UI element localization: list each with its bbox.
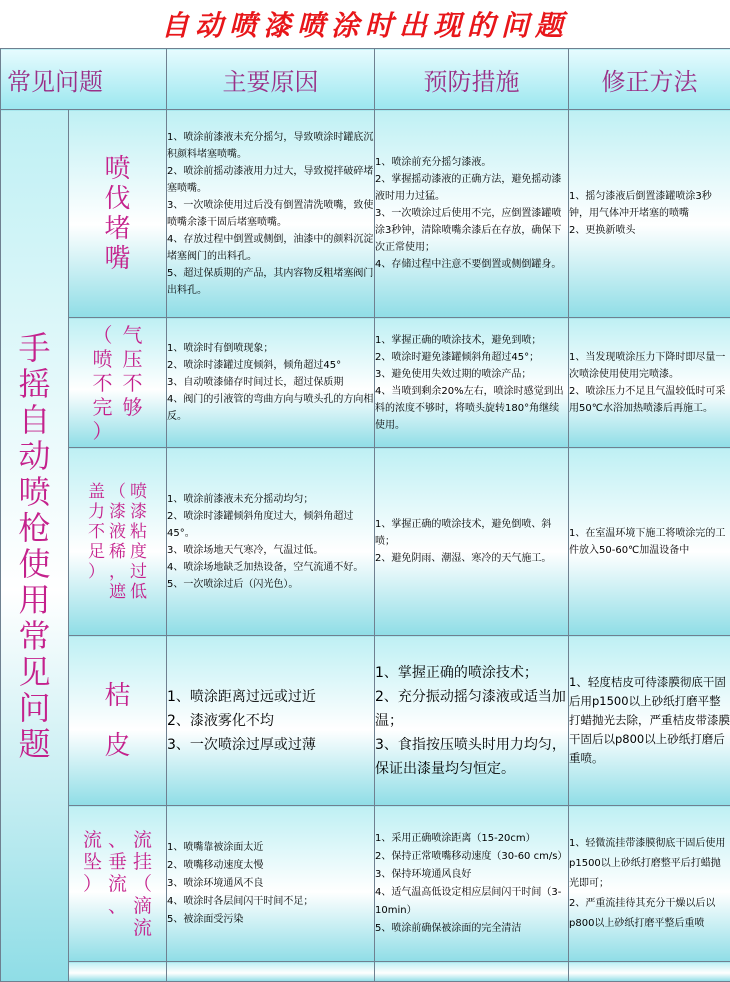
prevention-item: 3、避免使用失效过期的喷涂产品； xyxy=(375,366,568,383)
prevention-cell xyxy=(375,110,569,318)
header-common-problems: 常见问题 xyxy=(1,49,167,110)
problem-char: 流 xyxy=(133,829,152,851)
problem-char: 使 xyxy=(18,546,50,582)
cause-item: 5、超过保质期的产品，其内容物反粗堵塞阀门出料孔。 xyxy=(167,265,374,299)
problem-char: 不 xyxy=(123,371,143,395)
problem-char: 用 xyxy=(18,582,50,618)
cause-item: 1、喷涂前漆液未充分摇动均匀； xyxy=(167,491,374,508)
problem-label xyxy=(69,154,166,274)
cause-item: 3、自动喷漆储存时间过长，超过保质期 xyxy=(167,374,374,391)
prevention-cell xyxy=(375,318,569,448)
problem-char: 见 xyxy=(18,654,50,690)
prevention-cell xyxy=(375,448,569,636)
cause-item: 2、喷涂时漆罐过度倾斜，倾角超过45° xyxy=(167,357,374,374)
prevention-item: 3、食指按压喷头时用力均匀，保证出漆量均匀恒定。 xyxy=(375,733,568,781)
cause-item: 4、喷涂场地缺乏加热设备，空气流通不好。 xyxy=(167,559,374,576)
cause-item: 4、阀门的引液管的弯曲方向与喷头孔的方向相反。 xyxy=(167,391,374,425)
problem-char: 漆 xyxy=(130,502,147,522)
cause-item: 3、喷涂场地天气寒冷，气温过低。 xyxy=(167,542,374,559)
fix-cell xyxy=(569,110,730,318)
problem-label-column xyxy=(130,482,147,602)
cause-item: 4、存放过程中倒置或侧倒，油漆中的颜料沉淀堵塞阀门的出料孔。 xyxy=(167,231,374,265)
header-fix-method: 修正方法 xyxy=(569,49,730,110)
prevention-item: 1、掌握正确的喷涂技术，避免到喷； xyxy=(375,332,568,349)
fix-item: 2、严重流挂待其充分干燥以后以p800以上砂纸打磨平整后重喷 xyxy=(569,894,730,934)
problem-label-column xyxy=(88,482,105,602)
problem-label xyxy=(69,482,166,602)
cause-item: 1、喷涂前漆液未充分摇匀，导致喷涂时罐底沉积颜料堵塞喷嘴。 xyxy=(167,129,374,163)
causes-cell xyxy=(167,318,375,448)
prevention-item: 1、掌握正确的喷涂技术，避免倒喷、斜喷； xyxy=(375,516,568,550)
fix-item: 1、当发现喷涂压力下降时即尽量一次喷涂使用使用完喷漆。 xyxy=(569,349,730,383)
problem-label-column xyxy=(109,482,126,602)
header-prevention: 预防措施 xyxy=(375,49,569,110)
problem-char: 垂 xyxy=(108,851,127,873)
group-label xyxy=(1,110,69,982)
problem-char: 题 xyxy=(18,726,50,762)
problem-char: （ xyxy=(93,323,113,347)
fix-item: 2、更换新喷头 xyxy=(569,222,730,239)
problem-orange-peel xyxy=(69,636,167,806)
problem-char: 伐 xyxy=(104,184,130,214)
problem-label-column xyxy=(133,829,152,939)
problem-char: 粘 xyxy=(130,522,147,542)
problem-char: 堵 xyxy=(104,214,130,244)
fix-item: 1、轻度桔皮可待漆膜彻底干固后用p1500以上砂纸打磨平整打蜡抛光去除，严重桔皮带漆膜干固后以p800以上砂纸打磨后重喷。 xyxy=(569,673,730,768)
problem-char: 坠 xyxy=(83,851,102,873)
prevention-cell xyxy=(375,806,569,962)
table-row xyxy=(1,318,730,448)
empty-cell xyxy=(167,962,375,982)
prevention-item: 2、掌握摇动漆液的正确方法，避免摇动漆液时用力过猛。 xyxy=(375,171,568,205)
problem-char: 不 xyxy=(93,371,113,395)
problem-nozzle-clog xyxy=(69,110,167,318)
prevention-item: 2、避免阴雨、潮湿、寒冷的天气施工。 xyxy=(375,550,568,567)
problem-label xyxy=(69,323,166,443)
table-header-row xyxy=(1,49,730,110)
cause-item: 1、喷嘴靠被涂面太近 xyxy=(167,839,374,857)
causes-cell xyxy=(167,110,375,318)
problem-char: 气 xyxy=(123,323,143,347)
empty-cell xyxy=(375,962,569,982)
problem-char: （ xyxy=(133,873,152,895)
cause-item: 3、一次喷涂使用过后没有倒置清洗喷嘴，致使喷嘴余漆干固后堵塞喷嘴。 xyxy=(167,197,374,231)
fix-item: 1、轻微流挂带漆膜彻底干固后使用p1500以上砂纸打磨整平后打蜡抛光即可； xyxy=(569,834,730,894)
fix-item: 1、摇匀漆液后倒置漆罐喷涂3秒钟，用气体冲开堵塞的喷嘴 xyxy=(569,188,730,222)
problem-char: 动 xyxy=(18,438,50,474)
problem-label-column xyxy=(108,829,127,939)
fix-cell xyxy=(569,318,730,448)
problem-char: 压 xyxy=(123,347,143,371)
problem-char: 喷 xyxy=(18,474,50,510)
cause-item: 2、喷嘴移动速度太慢 xyxy=(167,857,374,875)
problem-char: 稀 xyxy=(109,542,126,562)
fix-item: 1、在室温环境下施工将喷涂完的工件放入50-60℃加温设备中 xyxy=(569,525,730,559)
problem-label xyxy=(69,829,166,939)
problem-char: 液 xyxy=(109,522,126,542)
fix-item: 2、喷涂压力不足且气温较低时可采用50℃水浴加热喷漆后再施工。 xyxy=(569,383,730,417)
prevention-item: 3、一次喷涂过后使用不完，应倒置漆罐喷涂3秒钟，清除喷嘴余漆后在存放，确保下次正常使用； xyxy=(375,205,568,256)
prevention-item: 2、喷涂时避免漆罐倾斜角超过45°； xyxy=(375,349,568,366)
cause-item: 3、喷涂环境通风不良 xyxy=(167,875,374,893)
prevention-item: 4、存储过程中注意不要倒置或侧倒罐身。 xyxy=(375,256,568,273)
prevention-item: 1、采用正确喷涂距离（15-20cm） xyxy=(375,830,568,848)
problem-label-column xyxy=(93,323,113,443)
cause-item: 4、喷涂时各层间闪干时间不足； xyxy=(167,893,374,911)
problem-char: ） xyxy=(93,419,113,443)
empty-cell xyxy=(69,962,167,982)
problem-char: ） xyxy=(83,873,102,895)
problem-char: 遮 xyxy=(109,582,126,602)
problem-char: 嘴 xyxy=(104,244,130,274)
problem-char: 枪 xyxy=(18,510,50,546)
problem-char: 喷 xyxy=(93,347,113,371)
problem-char: ） xyxy=(88,562,105,582)
problem-label-column xyxy=(123,323,143,443)
prevention-item: 4、当喷到剩余20%左右，喷涂时感觉到出料的浓度不够时，将喷头旋转180°角继续使用。 xyxy=(375,383,568,434)
causes-cell xyxy=(167,806,375,962)
problem-label-column xyxy=(83,829,102,939)
prevention-item: 4、适气温高低设定相应层间闪干时间（3-10min） xyxy=(375,884,568,920)
cause-item: 1、喷涂时有倒喷现象； xyxy=(167,340,374,357)
problem-label xyxy=(69,671,166,771)
prevention-item: 1、掌握正确的喷涂技术； xyxy=(375,661,568,685)
problem-char: 流 xyxy=(133,917,152,939)
problem-char: 流 xyxy=(108,873,127,895)
table-row xyxy=(1,448,730,636)
problem-char: ， xyxy=(109,562,126,582)
prevention-item: 5、喷涂前确保被涂面的完全清洁 xyxy=(375,920,568,938)
cause-item: 1、喷涂距离过远或过近 xyxy=(167,685,374,709)
problem-char: 足 xyxy=(88,542,105,562)
problem-char: 、 xyxy=(108,895,127,917)
problem-char: 过 xyxy=(130,562,147,582)
cause-item: 2、喷涂时漆罐倾斜角度过大，倾斜角超过45°。 xyxy=(167,508,374,542)
problem-char: 够 xyxy=(123,395,143,419)
cause-item: 2、漆液雾化不均 xyxy=(167,709,374,733)
causes-cell xyxy=(167,448,375,636)
problem-char: 盖 xyxy=(88,482,105,502)
problem-char: 漆 xyxy=(109,502,126,522)
prevention-cell xyxy=(375,636,569,806)
cause-item: 5、一次喷涂过后（闪光色）。 xyxy=(167,576,374,593)
group-label-text xyxy=(1,330,68,762)
header-main-causes: 主要原因 xyxy=(167,49,375,110)
fix-cell xyxy=(569,448,730,636)
problem-char: 滴 xyxy=(133,895,152,917)
problem-char: 喷 xyxy=(104,154,130,184)
problem-char: 流 xyxy=(83,829,102,851)
problem-char: 自 xyxy=(18,402,50,438)
problem-char: 皮 xyxy=(104,721,130,771)
problem-low-pressure xyxy=(69,318,167,448)
prevention-item: 1、喷涂前充分摇匀漆液。 xyxy=(375,154,568,171)
problem-char: 、 xyxy=(108,829,127,851)
prevention-item: 2、保持正常喷嘴移动速度（30-60 cm/s） xyxy=(375,848,568,866)
problem-char: 问 xyxy=(18,690,50,726)
table-row xyxy=(1,806,730,962)
problem-char: 挂 xyxy=(133,851,152,873)
table-row xyxy=(1,110,730,318)
cause-item: 2、喷涂前摇动漆液用力过大，导致搅拌破碎堵塞喷嘴。 xyxy=(167,163,374,197)
problem-low-viscosity xyxy=(69,448,167,636)
problem-char: 手 xyxy=(18,330,50,366)
page-title: 自动喷漆喷涂时出现的问题 xyxy=(0,6,730,46)
table-row-partial xyxy=(1,962,730,982)
problems-table xyxy=(0,48,730,982)
problem-char: 度 xyxy=(130,542,147,562)
problem-char: 摇 xyxy=(18,366,50,402)
problem-char: 力 xyxy=(88,502,105,522)
prevention-item: 3、保持环境通风良好 xyxy=(375,866,568,884)
cause-item: 3、一次喷涂过厚或过薄 xyxy=(167,733,374,757)
prevention-item: 2、充分振动摇匀漆液或适当加温； xyxy=(375,685,568,733)
empty-cell xyxy=(569,962,730,982)
problem-sagging xyxy=(69,806,167,962)
problem-char: 低 xyxy=(130,582,147,602)
problem-char: 常 xyxy=(18,618,50,654)
fix-cell xyxy=(569,806,730,962)
fix-cell xyxy=(569,636,730,806)
problem-char: 喷 xyxy=(130,482,147,502)
problem-char: （ xyxy=(109,482,126,502)
problem-char: 完 xyxy=(93,395,113,419)
problem-char: 不 xyxy=(88,522,105,542)
table-row xyxy=(1,636,730,806)
problem-char: 桔 xyxy=(104,671,130,721)
cause-item: 5、被涂面受污染 xyxy=(167,911,374,929)
causes-cell xyxy=(167,636,375,806)
